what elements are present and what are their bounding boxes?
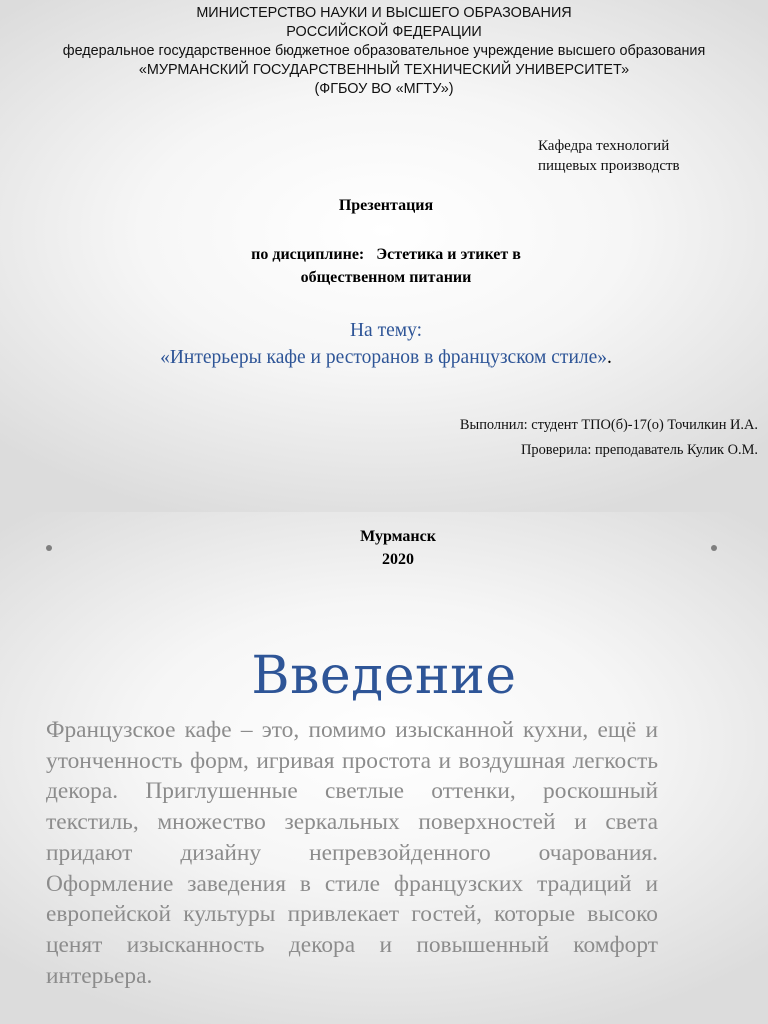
topic-text: «Интерьеры кафе и ресторанов в французском стиле» — [160, 347, 608, 368]
header-line-1: МИНИСТЕРСТВО НАУКИ И ВЫСШЕГО ОБРАЗОВАНИЯ — [196, 5, 572, 21]
city-year-block — [0, 525, 768, 571]
header-line-5: (ФГБОУ ВО «МГТУ») — [314, 81, 454, 97]
bullet-dot-left — [46, 545, 52, 551]
introduction-body: Французское кафе – это, помимо изысканной кухни, ещё и утонченность форм, игривая простота и воздушная легкость декора. Приглушенные светлые оттенки, роскошный текстиль, множество зеркальных поверхностей и света придают дизайну непревзойденного очарования. Оформление заведения в стиле французских традиций и европейской культуры привлекает гостей, которые высоко ценят изысканность декора и повышенный комфорт интерьера. — [46, 717, 658, 989]
author-teacher: Проверила: преподаватель Кулик О.М. — [521, 442, 758, 458]
department-name — [538, 136, 680, 176]
year: 2020 — [382, 551, 414, 568]
topic-label: На тему: — [349, 320, 423, 341]
header-line-2: РОССИЙСКОЙ ФЕДЕРАЦИИ — [286, 24, 482, 40]
author-student: Выполнил: студент ТПО(б)-17(о) Точилкин И.А. — [459, 417, 758, 433]
introduction-slide — [0, 512, 768, 1024]
city-name: Мурманск — [360, 528, 436, 545]
presentation-label: Презентация — [338, 197, 434, 214]
department-line-2: пищевых производств — [538, 158, 680, 174]
discipline-line-2: общественном питании — [300, 269, 472, 286]
introduction-title: Введение — [251, 646, 517, 706]
header-line-4: «МУРМАНСКИЙ ГОСУДАРСТВЕННЫЙ ТЕХНИЧЕСКИЙ УНИВЕРСИТЕТ» — [138, 62, 630, 78]
topic-block — [0, 317, 768, 371]
authors-block — [460, 413, 758, 463]
bullet-dot-right — [711, 545, 717, 551]
header-line-3: федеральное государственное бюджетное образовательное учреждение высшего образования — [62, 43, 706, 59]
discipline-line-1: по дисциплине: Эстетика и этикет в — [251, 246, 521, 263]
department-line-1: Кафедра технологий — [538, 138, 670, 154]
ministry-header — [0, 4, 768, 99]
topic-line — [0, 344, 768, 371]
discipline-block — [0, 243, 768, 289]
topic-period: . — [607, 347, 612, 368]
